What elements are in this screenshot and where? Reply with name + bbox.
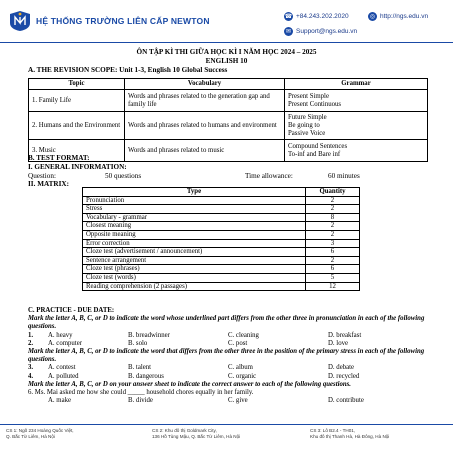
question-number: 2.: [28, 339, 34, 347]
option-b: B. solo: [128, 339, 148, 347]
grammar-cell: [285, 112, 428, 140]
document-subtitle: ENGLISH 10: [205, 57, 248, 65]
option-c: C. post: [228, 339, 248, 347]
table-row: [83, 239, 360, 248]
grammar-cell: [285, 140, 428, 162]
grammar-item: To-inf and Bare inf: [288, 150, 341, 158]
type-cell: Cloze test (phrases): [83, 265, 306, 274]
newton-logo-icon: [8, 10, 32, 32]
instruction-stress: Mark the letter A, B, C, or D to indicate the word that differs from the other three in the position of the primary stress in each of the following questions.: [28, 348, 425, 364]
phone-number: +84.243.202.2020: [296, 13, 349, 20]
col-header-quantity: Quantity: [306, 188, 360, 197]
question-number: 1.: [28, 331, 34, 339]
topic-cell: 3. Music: [29, 140, 125, 162]
campus-address: CS 1: Ngõ 234 Hoàng Quốc Việt,: [6, 428, 74, 433]
footer-campus-2: [152, 428, 240, 440]
question-row: [28, 373, 428, 381]
phone-icon: ☎: [284, 14, 293, 20]
qty-cell: 2: [306, 222, 360, 231]
campus-address: Q. Bắc Từ Liêm, Hà Nội: [6, 434, 55, 439]
website-link[interactable]: http://ngs.edu.vn: [380, 13, 429, 20]
question-number: 4.: [28, 372, 34, 380]
option-a: A. computer: [48, 339, 82, 347]
general-info-heading: I. GENERAL INFORMATION:: [28, 163, 127, 171]
vocab-cell: Words and phrases related to the generation gap and family life: [125, 90, 285, 112]
table-header-row: [29, 79, 428, 90]
document-title: ÔN TẬP KÌ THI GIỮA HỌC KÌ I NĂM HỌC 2024 – 2025: [136, 48, 317, 56]
topic-cell: 1. Family Life: [29, 90, 125, 112]
option-b: B. dangerous: [128, 372, 164, 380]
table-row: [83, 205, 360, 214]
table-row: [83, 273, 360, 282]
matrix-table: [82, 187, 360, 291]
qty-cell: 8: [306, 213, 360, 222]
campus-address: 136 Hồ Tùng Mậu, Q. Bắc Từ Liêm, Hà Nội: [152, 434, 241, 439]
qty-cell: 2: [306, 230, 360, 239]
campus-address: CS 3: Lô B2.4 - TH01,: [310, 428, 356, 433]
option-c: C. album: [228, 364, 253, 372]
qty-cell: 6: [306, 265, 360, 274]
option-d: D. love: [328, 339, 349, 347]
grammar-item: Passive Voice: [288, 129, 326, 137]
section-a-heading: A. THE REVISION SCOPE: Unit 1-3, English 10 Global Success: [28, 66, 228, 74]
qty-cell: 2: [306, 256, 360, 265]
question-text: 6. Ms. Mai asked me how she could _____ household chores equally in her family.: [28, 389, 254, 397]
email-link[interactable]: Support@ngs.edu.vn: [296, 28, 358, 35]
table-row: [83, 248, 360, 257]
type-cell: Closest meaning: [83, 222, 306, 231]
option-a: A. contest: [48, 364, 76, 372]
grammar-item: Future Simple: [288, 113, 327, 121]
instruction-pronunciation: Mark the letter A, B, C, or D to indicate the word whose underlined part differs from the other three in pronunciation in each of the following questions.: [28, 315, 425, 331]
topic-cell: 2. Humans and the Environment: [29, 112, 125, 140]
question-row: [28, 332, 428, 340]
option-a: A. make: [48, 397, 72, 405]
grammar-item: Present Continuous: [288, 100, 342, 108]
table-header-row: [83, 188, 360, 197]
qty-cell: 2: [306, 205, 360, 214]
option-c: C. cleaning: [228, 331, 259, 339]
vocab-cell: Words and phrases related to music: [125, 140, 285, 162]
type-cell: Vocabulary - grammar: [83, 213, 306, 222]
question-value: 50 questions: [105, 172, 142, 180]
qty-cell: 2: [306, 196, 360, 205]
table-row: [83, 196, 360, 205]
type-cell: Stress: [83, 205, 306, 214]
time-label: Time allowance:: [245, 172, 293, 180]
col-header-type: Type: [83, 188, 306, 197]
question-label: Question:: [28, 172, 56, 180]
website-contact[interactable]: [368, 12, 428, 21]
col-header-vocabulary: Vocabulary: [125, 79, 285, 90]
table-row: [83, 230, 360, 239]
section-b-heading: B. TEST FORMAT:: [28, 154, 90, 162]
table-row: [83, 222, 360, 231]
option-d: D. debate: [328, 364, 355, 372]
grammar-item: Compound Sentences: [288, 142, 348, 150]
question-indent: [28, 397, 48, 405]
col-header-grammar: Grammar: [285, 79, 428, 90]
option-a: A. polluted: [48, 372, 79, 380]
option-a: A. heavy: [48, 331, 73, 339]
instruction-multiple-choice: Mark the letter A, B, C, or D on your answer sheet to indicate the correct answer to each of the following questions.: [28, 380, 351, 388]
option-c: C. organic: [228, 372, 257, 380]
type-cell: Pronunciation: [83, 196, 306, 205]
table-row: [83, 282, 360, 291]
table-row: [29, 112, 428, 140]
page-header: [0, 0, 453, 42]
footer-divider: [0, 424, 453, 425]
option-d: D. recycled: [328, 372, 360, 380]
question-number: 3.: [28, 364, 34, 372]
question-row: [28, 340, 428, 348]
table-row: [83, 265, 360, 274]
type-cell: Reading comprehension (2 passages): [83, 282, 306, 291]
type-cell: Cloze test (advertisement / announcement): [83, 248, 306, 257]
email-contact[interactable]: [284, 27, 357, 36]
qty-cell: 12: [306, 282, 360, 291]
grammar-cell: [285, 90, 428, 112]
mail-icon: ✉: [285, 29, 292, 35]
table-row: [29, 90, 428, 112]
revision-scope-table: [28, 78, 428, 162]
option-b: B. talent: [128, 364, 152, 372]
footer-campus-1: [6, 428, 74, 440]
qty-cell: 3: [306, 239, 360, 248]
type-cell: Sentence arrangement: [83, 256, 306, 265]
header-divider: [0, 42, 453, 43]
option-b: B. breadwinner: [128, 331, 170, 339]
campus-address: Khu đô thị Thanh Hà, Hà Đông, Hà Nội: [310, 434, 390, 439]
option-c: C. give: [228, 397, 248, 405]
time-value: 60 minutes: [328, 172, 360, 180]
grammar-item: Be going to: [288, 121, 320, 129]
option-d: D. breakfast: [328, 331, 362, 339]
option-b: B. divide: [128, 397, 153, 405]
qty-cell: 5: [306, 273, 360, 282]
col-header-topic: Topic: [29, 79, 125, 90]
table-row: [83, 256, 360, 265]
footer-campus-3: [310, 428, 389, 440]
vocab-cell: Words and phrases related to humans and environment: [125, 112, 285, 140]
phone-contact: [284, 12, 349, 21]
table-row: [83, 213, 360, 222]
qty-cell: 6: [306, 248, 360, 257]
type-cell: Opposite meaning: [83, 230, 306, 239]
type-cell: Error correction: [83, 239, 306, 248]
question-row: [28, 364, 428, 372]
campus-address: CS 2: Khu đô thị Goldmark City,: [152, 428, 217, 433]
section-c-heading: C. PRACTICE - DUE DATE:: [28, 307, 115, 314]
option-d: D. contribute: [328, 397, 364, 405]
type-cell: Cloze test (words): [83, 273, 306, 282]
practice-section: [28, 307, 428, 405]
grammar-item: Present Simple: [288, 92, 329, 100]
matrix-heading: II. MATRIX:: [28, 180, 69, 188]
question-row: [28, 397, 428, 405]
school-name: HỆ THỐNG TRƯỜNG LIÊN CẤP NEWTON: [36, 16, 210, 26]
globe-icon: ◎: [369, 14, 376, 20]
